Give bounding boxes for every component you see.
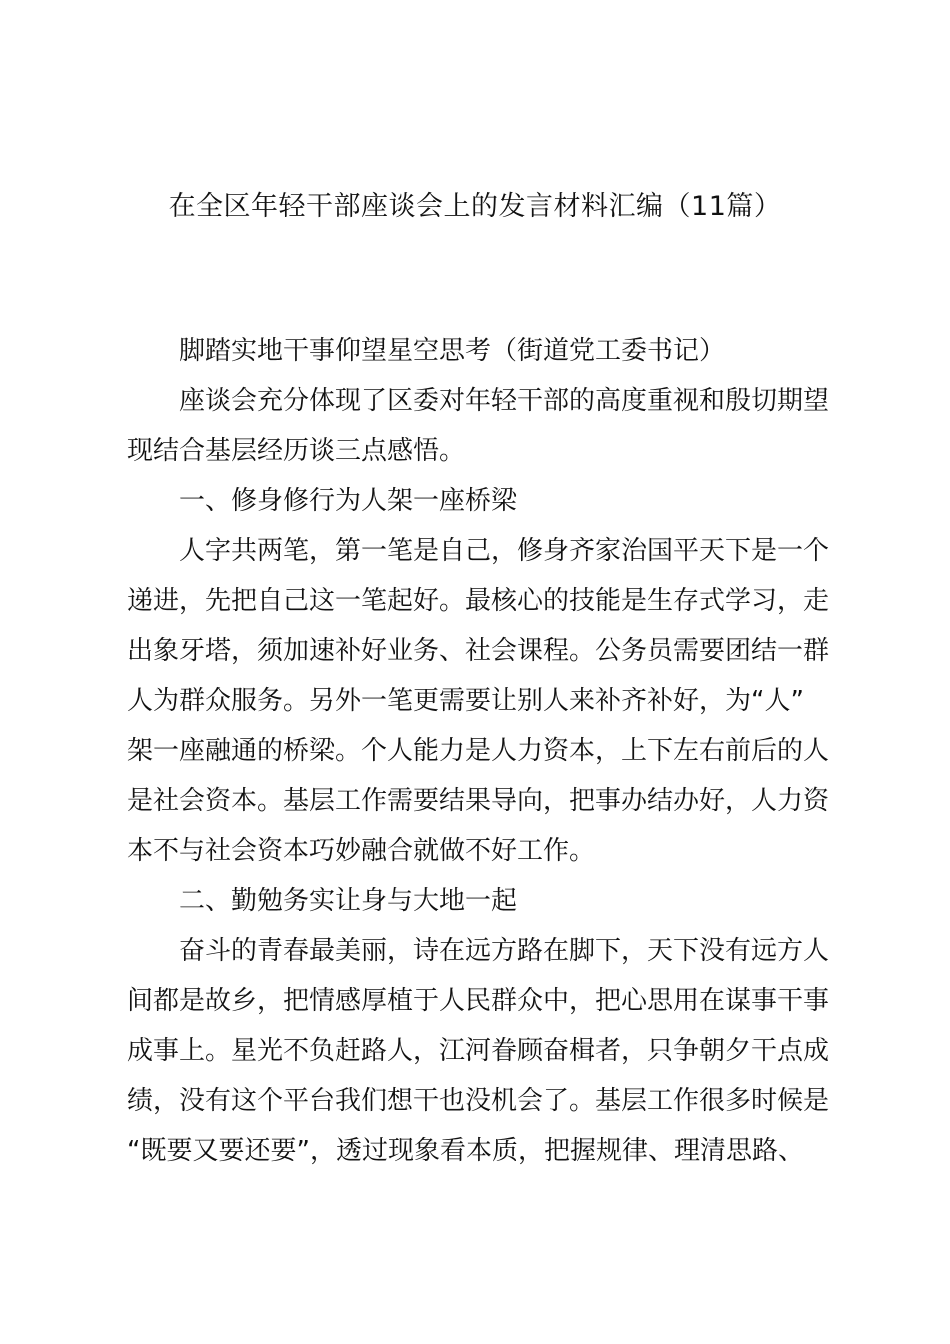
paragraph-line: 座谈会充分体现了区委对年轻干部的高度重视和殷切期望 <box>179 386 830 416</box>
paragraph-line: 间都是故乡，把情感厚植于人民群众中，把心思用在谋事干事 <box>127 986 830 1016</box>
section-heading-2: 二、勤勉务实让身与大地一起 <box>179 886 518 916</box>
paragraph-line: 出象牙塔，须加速补好业务、社会课程。公务员需要团结一群 <box>127 636 830 666</box>
paragraph-line: 奋斗的青春最美丽，诗在远方路在脚下，天下没有远方人 <box>179 936 830 966</box>
paragraph-line: 递进，先把自己这一笔起好。最核心的技能是生存式学习，走 <box>127 586 830 616</box>
paragraph-line: 成事上。星光不负赶路人，江河眷顾奋楫者，只争朝夕干点成 <box>127 1036 830 1066</box>
section-1-paragraph <box>127 526 833 876</box>
document-title: 在全区年轻干部座谈会上的发言材料汇编（11篇） <box>168 191 782 222</box>
intro-paragraph <box>127 376 833 476</box>
paragraph-line: 现结合基层经历谈三点感悟。 <box>127 436 466 466</box>
paragraph-line: 是社会资本。基层工作需要结果导向，把事办结办好，人力资 <box>127 786 830 816</box>
paragraph-line: 人字共两笔，第一笔是自己，修身齐家治国平天下是一个 <box>179 536 830 566</box>
speech-title: 脚踏实地干事仰望星空思考（街道党工委书记） <box>179 336 726 366</box>
section-2-paragraph <box>127 926 833 1176</box>
paragraph-line: 绩，没有这个平台我们想干也没机会了。基层工作很多时候是 <box>127 1086 830 1116</box>
paragraph-line: “既要又要还要”，透过现象看本质，把握规律、理清思路、 <box>127 1136 804 1166</box>
paragraph-line: 架一座融通的桥梁。个人能力是人力资本，上下左右前后的人 <box>127 736 830 766</box>
paragraph-line: 人为群众服务。另外一笔更需要让别人来补齐补好，为“人” <box>127 686 804 716</box>
section-heading-1: 一、修身修行为人架一座桥梁 <box>179 486 518 516</box>
paragraph-line: 本不与社会资本巧妙融合就做不好工作。 <box>127 836 596 866</box>
document-body <box>127 326 833 1176</box>
